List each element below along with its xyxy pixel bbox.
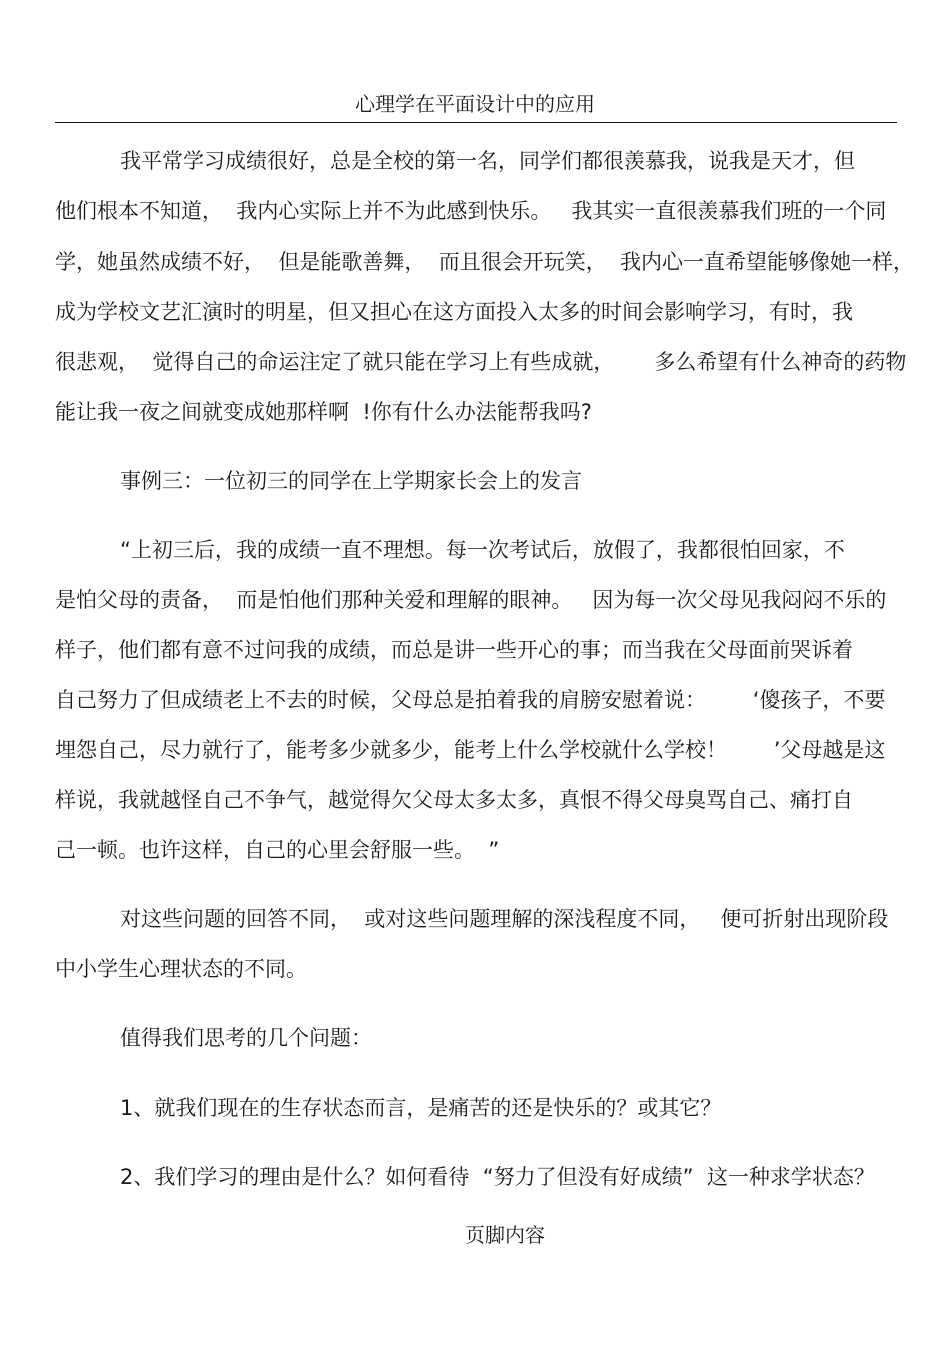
body-line: 是怕父母的责备， 而是怕他们那种关爱和理解的眼神。 因为每一次父母见我闷闷不乐的 [55,588,887,612]
body-line: 能让我一夜之间就变成她那样啊 !你有什么办法能帮我吗? [55,400,592,424]
question-item: 1、就我们现在的生存状态而言，是痛苦的还是快乐的？或其它？ [120,1096,722,1120]
body-line: 学，她虽然成绩不好， 但是能歌善舞， 而且很会开玩笑， 我内心一直希望能够像她一样， [55,250,915,274]
body-line: 中小学生心理状态的不同。 [55,957,307,981]
body-line: 成为学校文艺汇演时的明星，但又担心在这方面投入太多的时间会影响学习，有时，我 [55,300,853,324]
body-line: 自己努力了但成绩老上不去的时候，父母总是拍着我的肩膀安慰着说： ‘傻孩子，不要 [55,688,886,712]
body-line: 己一顿。也许这样，自己的心里会舒服一些。 ” [55,838,500,862]
page-header-title: 心理学在平面设计中的应用 [355,92,595,116]
body-line: 埋怨自己，尽力就行了，能考多少就多少，能考上什么学校就什么学校！ ’父母越是这 [55,738,886,762]
body-line: 很悲观， 觉得自己的命运注定了就只能在学习上有些成就， 多么希望有什么神奇的药物 [55,350,907,374]
body-line: 他们根本不知道， 我内心实际上并不为此感到快乐。 我其实一直很羡慕我们班的一个同 [55,199,887,223]
page-footer: 页脚内容 [465,1223,545,1247]
body-line: 样子，他们都有意不过问我的成绩，而总是讲一些开心的事；而当我在父母面前哭诉着 [55,638,853,662]
question-item: 2、我们学习的理由是什么？如何看待 “努力了但没有好成绩” 这一种求学状态？ [120,1165,875,1189]
body-line: 样说，我就越怪自己不争气，越觉得欠父母太多太多，真恨不得父母臭骂自己、痛打自 [55,788,853,812]
body-line: 对这些问题的回答不同， 或对这些问题理解的深浅程度不同， 便可折射出现阶段 [120,907,889,931]
body-line: “上初三后，我的成绩一直不理想。每一次考试后，放假了，我都很怕回家，不 [120,538,845,562]
example-heading: 事例三：一位初三的同学在上学期家长会上的发言 [120,469,582,493]
body-line: 我平常学习成绩很好，总是全校的第一名，同学们都很羡慕我，说我是天才，但 [120,149,855,173]
questions-heading: 值得我们思考的几个问题： [120,1026,372,1050]
header-divider [55,122,897,123]
